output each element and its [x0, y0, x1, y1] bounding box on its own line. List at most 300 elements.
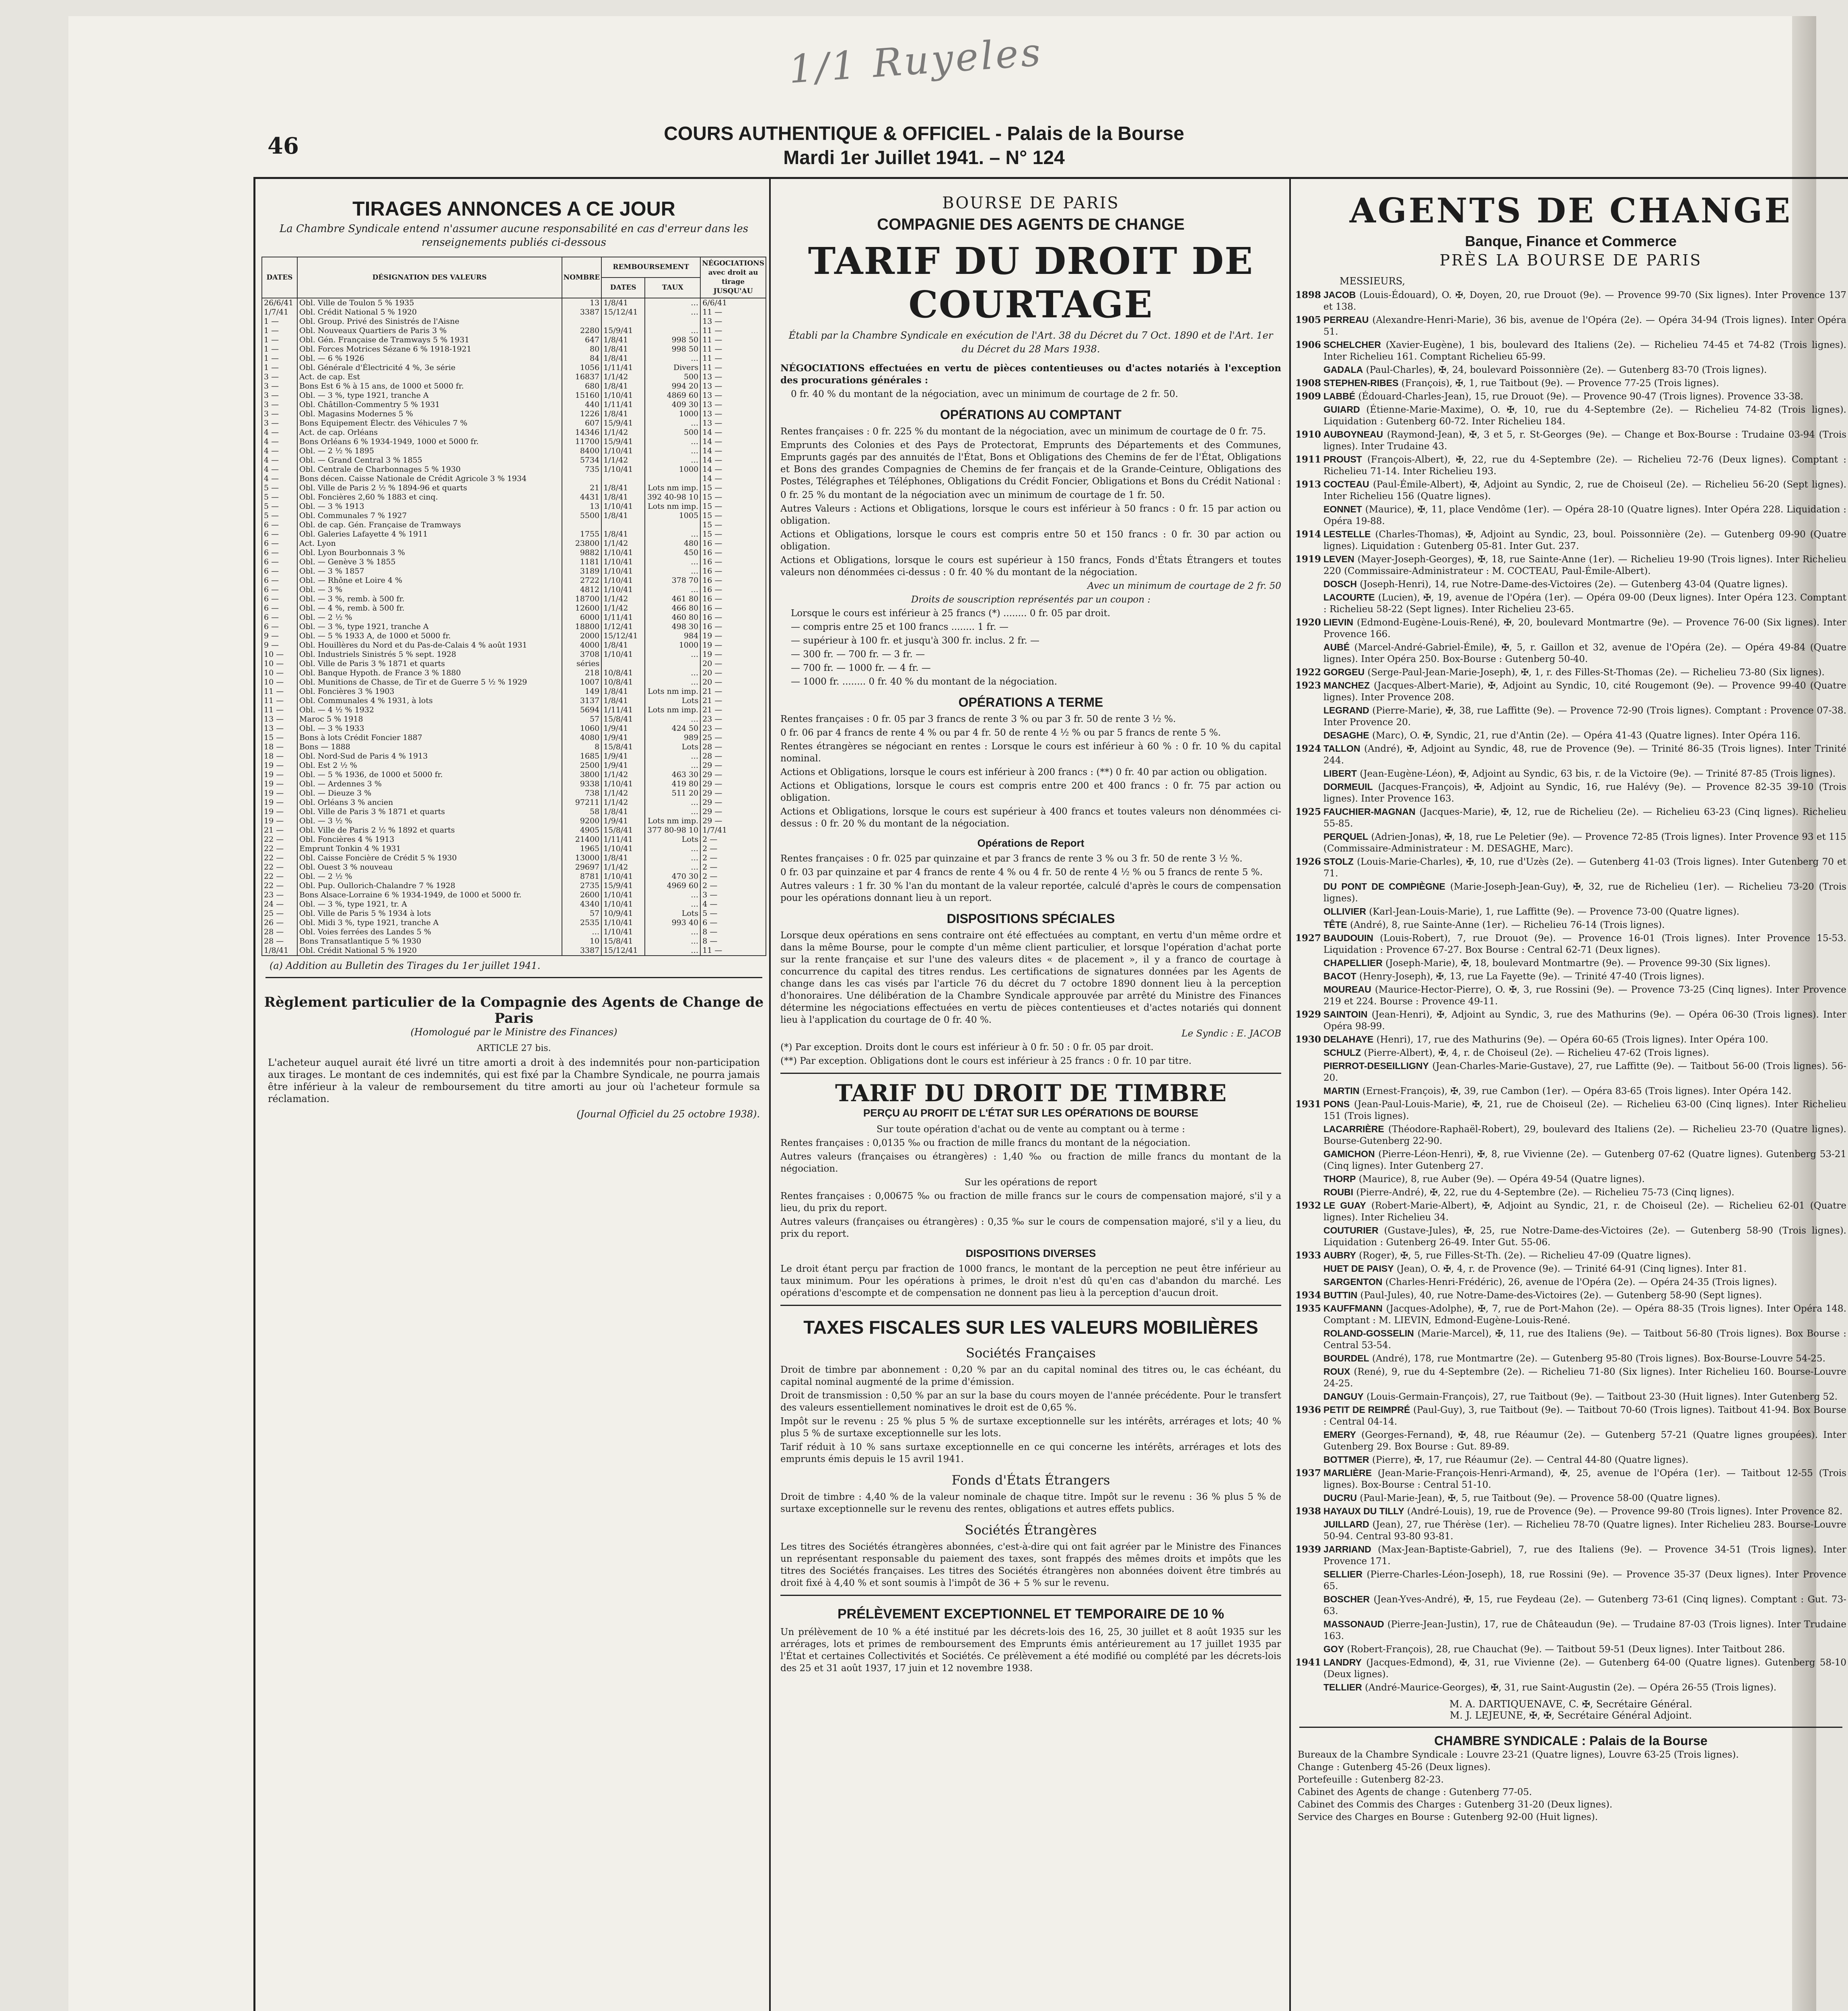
cell-designation: Bons Transatlantique 5 % 1930 — [297, 937, 562, 946]
table-row — [262, 835, 766, 844]
cell-negociation: 23 — — [700, 715, 766, 724]
cell-date: 4 — — [262, 474, 297, 483]
cell-nombre: 1685 — [562, 752, 602, 761]
paragraph: Rentes françaises : 0 fr. 025 par quinzaine et par 3 francs de rente 3 % ou 3 fr. 50 de rente 3 ½ %. — [780, 853, 1243, 864]
table-row — [262, 807, 766, 816]
agent-year — [1295, 1060, 1323, 1084]
cell-taux: … — [645, 326, 700, 335]
agent-year — [1295, 1519, 1323, 1542]
cell-designation: Obl. Voies ferrées des Landes 5 % — [297, 927, 562, 937]
agent-year: 1922 — [1295, 667, 1321, 678]
column-tirages — [261, 185, 766, 1123]
cell-remb-date: 1/10/41 — [601, 650, 645, 659]
cell-date: 1 — — [262, 345, 297, 354]
agent-entry — [1295, 391, 1846, 403]
agent-entry — [1295, 1643, 1846, 1655]
cell-negociation: 14 — — [700, 465, 766, 474]
agent-details: (Xavier-Eugène), 1 bis, boulevard des Italiens (2e). — Richelieu 74-45 et 74-82 (Trois lignes). Inter Richelieu 161. Comptant Richelieu 65-99. — [1323, 340, 1846, 362]
agent-details: (Jacques-Adolphe), ✠, 7, rue de Port-Mahon (2e). — Opéra 88-35 (Trois lignes). Inter Opéra 148. Comptant : M. LIEVIN, Edmond-Eugène-Louis-René. — [1323, 1304, 1847, 1326]
agent-entry — [1295, 1328, 1846, 1351]
agent-name: MASSONAUD — [1323, 1619, 1384, 1629]
chambre-list — [1295, 1749, 1846, 1823]
cell-taux: Lots — [645, 909, 700, 918]
agent-name: ROLAND-GOSSELIN — [1323, 1328, 1414, 1339]
cell-date: 24 — — [262, 900, 297, 909]
agent-entry — [1295, 971, 1846, 983]
chambre-title: CHAMBRE SYNDICALE : Palais de la Bourse — [1434, 1733, 1708, 1748]
cell-date: 1/7/41 — [262, 308, 297, 317]
agent-details: (Louis-Germain-François), 27, rue Taitbout (9e). — Taitbout 23-30 (Huit lignes). Inter Gutenberg 52. — [1366, 1392, 1838, 1402]
cell-taux: Lots — [645, 835, 700, 844]
tirages-rows — [262, 298, 766, 956]
table-row — [262, 752, 766, 761]
cell-taux: … — [645, 890, 700, 900]
paragraph: Autres valeurs : 1 fr. 30 % l'an du montant de la valeur reportée, calculé d'après le cours de compensation pour les opérations donnant lieu à un report. — [780, 881, 1281, 903]
cell-nombre: 2600 — [562, 890, 602, 900]
cell-taux: … — [645, 354, 700, 363]
cell-designation: Obl. de cap. Gén. Française de Tramways — [297, 520, 562, 530]
cell-taux — [645, 474, 700, 483]
column-divider — [1289, 177, 1291, 2011]
agent-name: PROUST — [1323, 454, 1362, 465]
cell-designation: Obl. Ville de Toulon 5 % 1935 — [297, 298, 562, 308]
cell-remb-date: 1/9/41 — [601, 752, 645, 761]
table-row — [262, 742, 766, 752]
cell-date: 26 — — [262, 918, 297, 927]
agent-year — [1295, 1085, 1323, 1097]
agent-name: AUBRY — [1323, 1250, 1356, 1260]
cell-taux — [645, 659, 700, 668]
paragraph: 0 fr. 06 par 4 francs de rente 4 % ou par 4 fr. 50 de rente 4 ½ % ou par 5 francs de rente 5 %. — [780, 728, 1221, 738]
cell-designation: Bons Alsace-Lorraine 6 % 1934-1949, de 1000 et 5000 fr. — [297, 890, 562, 900]
agent-entry — [1295, 1085, 1846, 1097]
cell-nombre: 1181 — [562, 557, 602, 567]
agent-entry — [1295, 919, 1846, 931]
paragraph: Bureaux de la Chambre Syndicale : Louvre 23-21 (Quatre lignes), Louvre 63-25 (Trois lignes). — [1298, 1750, 1739, 1760]
cell-negociation: 29 — — [700, 779, 766, 789]
cell-designation: Obl. Caisse Foncière de Crédit 5 % 1930 — [297, 853, 562, 863]
agent-entry — [1295, 1544, 1846, 1567]
cell-negociation: 1/7/41 — [700, 826, 766, 835]
agent-entry — [1295, 1467, 1846, 1491]
agent-year — [1295, 1492, 1323, 1504]
cell-remb-date: 15/12/41 — [601, 631, 645, 641]
agent-year: 1905 — [1295, 315, 1321, 325]
agent-text — [1323, 1519, 1846, 1542]
table-row — [262, 863, 766, 872]
agent-entry — [1295, 528, 1846, 552]
agent-entry — [1295, 454, 1846, 477]
agent-year: 1914 — [1295, 529, 1321, 540]
paragraph: (*) Par exception. Droits dont le cours est inférieur à 0 fr. 50 : 0 fr. 05 par droit. — [780, 1042, 1154, 1053]
agent-name: MARTIN — [1323, 1086, 1360, 1096]
paragraph: Change : Gutenberg 45-26 (Deux lignes). — [1298, 1762, 1491, 1772]
reglement-text: L'acheteur auquel aurait été livré un titre amorti a droit à des indemnités pour non-participation aux tirages. Le montant de ces indemnités, qui est fixé par la Chambre Syndicale, ne pourra jamais être inférieur à la valeur de remboursement du titre amorti au jour où l'acheteur formule sa réclamation. — [268, 1057, 760, 1104]
agent-details: (Jacques-François), ✠, Adjoint au Syndic, 16, rue Halévy (9e). — Provence 82-35 39-10 (Trois lignes). Inter Provence 163. — [1323, 782, 1847, 804]
agent-text — [1323, 919, 1846, 931]
agent-text — [1323, 1225, 1846, 1248]
agent-entry — [1295, 1303, 1846, 1326]
cell-negociation: 16 — — [700, 557, 766, 567]
agent-entry — [1295, 1263, 1846, 1275]
cell-designation: Obl. Châtillon-Commentry 5 % 1931 — [297, 400, 562, 409]
cell-remb-date: 15/9/41 — [601, 881, 645, 890]
table-row — [262, 844, 766, 853]
agent-entry — [1295, 1353, 1846, 1365]
agent-details: (François), ✠, 1, rue Taitbout (9e). — Provence 77-25 (Trois lignes). — [1401, 378, 1719, 389]
cell-taux: 419 80 — [645, 779, 700, 789]
cell-taux: 1000 — [645, 641, 700, 650]
paragraph: Actions et Obligations, lorsque le cours est supérieur à 400 francs et toutes valeurs non dénommées ci-dessus : 0 fr. 20 % du montant de la négociation. — [780, 806, 1281, 829]
cell-remb-date: 1/8/41 — [601, 483, 645, 493]
agent-details: (Paul-Marie-Jean), ✠, 5, rue Taitbout (9e). — Provence 58-00 (Quatre lignes). — [1360, 1493, 1720, 1503]
courtage-title: TARIF DU DROIT DE COURTAGE — [808, 239, 1254, 326]
cell-nombre: 1755 — [562, 530, 602, 539]
agent-entry — [1295, 680, 1846, 703]
taxes-title: TAXES FISCALES SUR LES VALEURS MOBILIÈRES — [803, 1317, 1258, 1338]
cell-date: 18 — — [262, 752, 297, 761]
cell-negociation: 21 — — [700, 687, 766, 696]
agent-details: (Joseph-Marie), ✠, 18, boulevard Montmartre (9e). — Provence 99-30 (Six lignes). — [1385, 958, 1771, 968]
cell-nombre: 1226 — [562, 409, 602, 419]
cell-designation: Obl. — 3 % 1933 — [297, 724, 562, 733]
cell-remb-date: 1/1/42 — [601, 863, 645, 872]
cell-taux: Divers — [645, 363, 700, 372]
cell-negociation: 8 — — [700, 927, 766, 937]
paragraph: Impôt sur le revenu : 25 % plus 5 % de surtaxe exceptionnelle sur les intérêts, arrérages et lots; 40 % plus 5 % de surtaxe exceptionnelle sur les lots. — [780, 1416, 1281, 1439]
table-row — [262, 604, 766, 613]
cell-negociation: 15 — — [700, 530, 766, 539]
table-row — [262, 900, 766, 909]
agent-entry — [1295, 1289, 1846, 1302]
cell-date: 1/8/41 — [262, 946, 297, 956]
agent-entry — [1295, 1682, 1846, 1694]
agent-name: EONNET — [1323, 504, 1362, 514]
agent-text — [1323, 642, 1846, 665]
agent-year — [1295, 919, 1323, 931]
cell-nombre — [562, 474, 602, 483]
cell-nombre: 9882 — [562, 548, 602, 557]
divider — [265, 977, 762, 978]
agent-year: 1931 — [1295, 1099, 1321, 1110]
agent-year: 1941 — [1295, 1657, 1321, 1668]
agent-details: (Adrien-Jonas), ✠, 18, rue Le Peletier (9e). — Provence 72-85 (Trois lignes). Inter Provence 93 et 115 (Commissaire-Administrateur : M. DESAGHE, Marc). — [1323, 832, 1846, 854]
agent-entry — [1295, 957, 1846, 969]
souscription-heading: Droits de souscription représentés par un coupon : — [911, 594, 1151, 605]
cell-negociation: 15 — — [700, 502, 766, 511]
cell-date: 11 — — [262, 687, 297, 696]
agent-entry — [1295, 504, 1846, 527]
agent-details: (Roger), ✠, 5, rue Filles-St-Th. (2e). — Richelieu 47-09 (Quatre lignes). — [1359, 1250, 1691, 1261]
cell-taux: 1000 — [645, 409, 700, 419]
cell-date: 22 — — [262, 863, 297, 872]
cell-date: 6 — — [262, 539, 297, 548]
cell-designation: Obl. Group. Privé des Sinistrés de l'Aisne — [297, 317, 562, 326]
tarif-notes — [776, 1041, 1285, 1067]
agent-name: CHAPELLIER — [1323, 958, 1383, 968]
agent-name: SARGENTON — [1323, 1277, 1383, 1287]
cell-date: 22 — — [262, 881, 297, 890]
agent-name: LEVEN — [1323, 554, 1354, 564]
table-row — [262, 483, 766, 493]
agent-details: (Jean-Eugène-Léon), ✠, Adjoint au Syndic, 63 bis, r. de la Victoire (9e). — Trinité 87-85 (Trois lignes). — [1360, 769, 1836, 779]
cell-negociation: 2 — — [700, 853, 766, 863]
cell-negociation: 11 — — [700, 308, 766, 317]
cell-negociation: 15 — — [700, 483, 766, 493]
agent-name: DU PONT DE COMPIÈGNE — [1323, 881, 1445, 892]
agent-text — [1323, 743, 1846, 767]
agent-text — [1323, 1250, 1846, 1262]
cell-taux: 480 — [645, 539, 700, 548]
agent-text — [1323, 1569, 1846, 1592]
comptant-heading: OPÉRATIONS AU COMPTANT — [940, 407, 1122, 422]
agent-entry — [1295, 743, 1846, 767]
agent-entry — [1295, 479, 1846, 502]
cell-taux: … — [645, 308, 700, 317]
cell-remb-date: 1/8/41 — [601, 853, 645, 863]
agent-year — [1295, 957, 1323, 969]
agent-details: (Jean-Charles-Marie-Gustave), 27, rue Laffitte (9e). — Taitbout 56-00 (Trois lignes). 56-20. — [1323, 1061, 1847, 1083]
agent-name: AUBOYNEAU — [1323, 429, 1383, 440]
secretaire-general: M. A. DARTIQUENAVE, C. ✠, Secrétaire Général. — [1449, 1698, 1692, 1710]
table-row — [262, 826, 766, 835]
table-row — [262, 687, 766, 696]
agent-entry — [1295, 404, 1846, 428]
agent-text — [1323, 730, 1846, 742]
cell-negociation: 16 — — [700, 622, 766, 631]
paragraph: Tarif réduit à 10 % sans surtaxe exceptionnelle en ce qui concerne les intérêts, arrérages et lots des emprunts émis depuis le 15 avril 1941. — [780, 1442, 1281, 1464]
agent-text — [1323, 1391, 1846, 1403]
cell-designation: Obl. Ouest 3 % nouveau — [297, 863, 562, 872]
cell-remb-date: 15/8/41 — [601, 715, 645, 724]
cell-remb-date: 1/8/41 — [601, 335, 645, 345]
agent-name: SELLIER — [1323, 1569, 1363, 1579]
agent-details: (Ernest-François), ✠, 39, rue Cambon (1er). — Opéra 83-65 (Trois lignes). Inter Opéra 142. — [1362, 1086, 1792, 1096]
table-row — [262, 557, 766, 567]
agent-name: JARRIAND — [1323, 1544, 1371, 1555]
agent-year: 1939 — [1295, 1544, 1321, 1555]
agent-details: (Louis-Édouard), O. ✠, Doyen, 20, rue Drouot (9e). — Provence 99-70 (Six lignes). Inter Provence 137 et 138. — [1323, 290, 1846, 312]
cell-remb-date: 1/8/41 — [601, 687, 645, 696]
handwritten-annotation: 1/1 Ruyeles — [787, 29, 1045, 92]
agent-text — [1323, 781, 1846, 805]
table-row — [262, 428, 766, 437]
cell-negociation: 2 — — [700, 835, 766, 844]
cell-nombre: 2000 — [562, 631, 602, 641]
agent-entry — [1295, 1047, 1846, 1059]
agent-details: (Pierre-Charles-Léon-Joseph), 18, rue Rossini (9e). — Provence 35-37 (Deux lignes). Inter Provence 65. — [1323, 1569, 1847, 1592]
agent-name: AUBÉ — [1323, 642, 1350, 652]
agent-year — [1295, 364, 1323, 376]
cell-designation: Obl. Midi 3 %, type 1921, tranche A — [297, 918, 562, 927]
paragraph: — 300 fr. — 700 fr. — 3 fr. — — [791, 649, 925, 660]
agent-entry — [1295, 1519, 1846, 1542]
cell-negociation: 6/6/41 — [700, 298, 766, 308]
cell-designation: Bons Est 6 % à 15 ans, de 1000 et 5000 fr. — [297, 382, 562, 391]
cell-date: 28 — — [262, 927, 297, 937]
cell-date: 1 — — [262, 317, 297, 326]
paragraph: — 1000 fr. ........ 0 fr. 40 % du montant de la négociation. — [791, 677, 1058, 687]
table-row — [262, 335, 766, 345]
cell-negociation: 19 — — [700, 631, 766, 641]
cell-designation: Obl. Magasins Modernes 5 % — [297, 409, 562, 419]
agent-year: 1930 — [1295, 1034, 1321, 1045]
cell-nombre: 84 — [562, 354, 602, 363]
cell-nombre — [562, 520, 602, 530]
agent-entry — [1295, 1186, 1846, 1199]
cell-date: 10 — — [262, 659, 297, 668]
cell-designation: Bons à lots Crédit Foncier 1887 — [297, 733, 562, 742]
masthead-title: COURS AUTHENTIQUE & OFFICIEL - Palais de la Bourse — [664, 123, 1184, 144]
cell-date: 6 — — [262, 594, 297, 604]
agent-text — [1323, 666, 1846, 679]
cell-date: 4 — — [262, 465, 297, 474]
cell-negociation: 29 — — [700, 761, 766, 770]
cell-taux: 470 30 — [645, 872, 700, 881]
agent-details: (André), 8, rue Sainte-Anne (1er). — Richelieu 76-14 (Trois lignes). — [1350, 920, 1665, 930]
agent-name: OLLIVIER — [1323, 906, 1366, 917]
agent-text — [1323, 984, 1846, 1008]
agent-name: JUILLARD — [1323, 1519, 1369, 1530]
agent-name: GOY — [1323, 1644, 1344, 1654]
cell-negociation: 23 — — [700, 724, 766, 733]
divider — [780, 1595, 1281, 1596]
cell-nombre: 4340 — [562, 900, 602, 909]
agent-name: PONS — [1323, 1099, 1350, 1109]
cell-nombre: 16837 — [562, 372, 602, 382]
agent-text — [1323, 806, 1846, 830]
table-row — [262, 678, 766, 687]
agent-name: STOLZ — [1323, 856, 1354, 867]
cell-negociation: 21 — — [700, 696, 766, 705]
cell-designation: Obl. Communales 4 % 1931, à lots — [297, 696, 562, 705]
cell-nombre: 2500 — [562, 761, 602, 770]
agent-year — [1295, 1123, 1323, 1147]
cell-designation: Obl. Crédit National 5 % 1920 — [297, 308, 562, 317]
cell-taux: 392 40-98 10 — [645, 493, 700, 502]
cell-taux: … — [645, 807, 700, 816]
cell-nombre: 1056 — [562, 363, 602, 372]
agent-entry — [1295, 806, 1846, 830]
timbre-report-heading: Sur les opérations de report — [964, 1177, 1097, 1188]
agent-details: (Paul-Guy), 3, rue Taitbout (9e). — Taitbout 70-60 (Trois lignes). Taitbout 41-94. Box Bourse : Central 04-14. — [1323, 1405, 1846, 1427]
cell-taux: … — [645, 298, 700, 308]
cell-remb-date: 1/1/42 — [601, 770, 645, 779]
agent-year — [1295, 768, 1323, 780]
agent-text — [1323, 1085, 1846, 1097]
agent-entry — [1295, 314, 1846, 338]
paragraph: Portefeuille : Gutenberg 82-23. — [1298, 1775, 1444, 1785]
cell-remb-date: 1/11/41 — [601, 400, 645, 409]
paragraph: — compris entre 25 et 100 francs ........ 1 fr. — — [791, 622, 1008, 632]
paragraph: Rentes françaises : 0 fr. 05 par 3 francs de rente 3 % ou par 3 fr. 50 de rente 3 ½ %. — [780, 714, 1176, 724]
agent-name: FAUCHIER-MAGNAN — [1323, 806, 1416, 817]
cell-negociation: 13 — — [700, 409, 766, 419]
cell-date: 13 — — [262, 724, 297, 733]
cell-negociation: 19 — — [700, 641, 766, 650]
agent-year — [1295, 730, 1323, 742]
negociations-heading: NÉGOCIATIONS effectuées en vertu de pièces contentieuses ou d'actes notariés à l'exception des procurations générales : — [780, 363, 1281, 386]
table-row — [262, 705, 766, 715]
cell-taux: … — [645, 927, 700, 937]
agent-details: (Jacques-Edmond), ✠, 31, rue Vivienne (2e). — Gutenberg 64-00 (Quatre lignes). Gutenberg 58-10 (Deux lignes). — [1323, 1657, 1846, 1680]
agent-text — [1323, 364, 1846, 376]
cell-designation: Obl. — 3 % 1913 — [297, 502, 562, 511]
cell-taux: … — [645, 937, 700, 946]
cell-negociation: 2 — — [700, 863, 766, 872]
agent-text — [1323, 932, 1846, 956]
cell-negociation: 4 — — [700, 900, 766, 909]
agent-name: ROUBI — [1323, 1187, 1354, 1197]
cell-taux: … — [645, 668, 700, 678]
table-row — [262, 594, 766, 604]
cell-date: 19 — — [262, 770, 297, 779]
cell-designation: Obl. — Dieuze 3 % — [297, 789, 562, 798]
agent-details: (Pierre-André), ✠, 22, rue du 4-Septembre (2e). — Richelieu 75-73 (Cinq lignes). — [1356, 1187, 1735, 1198]
agent-name: PERQUEL — [1323, 831, 1369, 842]
cell-designation: Obl. Centrale de Charbonnages 5 % 1930 — [297, 465, 562, 474]
cell-negociation: 20 — — [700, 678, 766, 687]
cell-taux: 450 — [645, 548, 700, 557]
cell-nombre: 13000 — [562, 853, 602, 863]
agent-year: 1924 — [1295, 743, 1321, 754]
timbre-diverses-text: Le droit étant perçu par fraction de 1000 francs, le montant de la perception ne peut être inférieur au taux minimum. Pour les opérations à primes, le droit n'est dû qu'en cas d'abandon du marché. Les opérations d'escompte et de compensation ne donnent pas lieu à la perception d'aucun droit. — [780, 1264, 1281, 1298]
agent-details: (André-Louis), 19, rue de Provence (9e). — Provence 99-80 (Trois lignes). Inter Provence 82. — [1407, 1506, 1843, 1517]
tirages-table — [261, 257, 766, 956]
paragraph: — supérieur à 100 fr. et jusqu'à 300 fr. inclus. 2 fr. — — [791, 635, 1039, 646]
cell-date: 19 — — [262, 761, 297, 770]
agent-name: DOSCH — [1323, 579, 1357, 589]
cell-negociation: 25 — — [700, 733, 766, 742]
cell-taux: Lots nm imp. — [645, 483, 700, 493]
agent-entry — [1295, 881, 1846, 905]
agent-entry — [1295, 984, 1846, 1008]
cell-nombre: 2722 — [562, 576, 602, 585]
cell-nombre: 3708 — [562, 650, 602, 659]
col-nombre: NOMBRE — [562, 257, 602, 298]
cell-negociation: 13 — — [700, 372, 766, 382]
cell-designation: Obl. Ville de Paris 5 % 1934 à lots — [297, 909, 562, 918]
cell-designation: Obl. — 4 ½ % 1932 — [297, 705, 562, 715]
bourse-label: BOURSE DE PARIS — [942, 194, 1120, 212]
cell-negociation: 20 — — [700, 668, 766, 678]
cell-date: 6 — — [262, 557, 297, 567]
agent-name: BOURDEL — [1323, 1353, 1369, 1363]
cell-nombre: 607 — [562, 419, 602, 428]
cell-negociation: 16 — — [700, 567, 766, 576]
cell-nombre: 2735 — [562, 881, 602, 890]
cell-taux: 498 30 — [645, 622, 700, 631]
cell-remb-date: 1/10/41 — [601, 900, 645, 909]
cell-date: 9 — — [262, 631, 297, 641]
agent-year — [1295, 1225, 1323, 1248]
table-row — [262, 391, 766, 400]
syndic-signature: Le Syndic : E. JACOB — [1181, 1028, 1281, 1039]
cell-nombre: 97211 — [562, 798, 602, 807]
cell-remb-date: 1/8/41 — [601, 345, 645, 354]
cell-date: 6 — — [262, 530, 297, 539]
agent-entry — [1295, 617, 1846, 640]
paragraph: Actions et Obligations, lorsque le cours est compris entre 200 et 400 francs : 0 fr. 75 par action ou obligation. — [780, 781, 1281, 803]
table-row — [262, 409, 766, 419]
cell-nombre: 57 — [562, 909, 602, 918]
table-row — [262, 696, 766, 705]
cell-taux: 998 50 — [645, 335, 700, 345]
terme-list — [776, 713, 1285, 830]
paragraph: Autres valeurs (françaises ou étrangères) : 1,40 ‰ ou fraction de mille francs du montant de la négociation. — [780, 1151, 1281, 1174]
report-list — [776, 853, 1285, 904]
cell-taux: … — [645, 437, 700, 446]
